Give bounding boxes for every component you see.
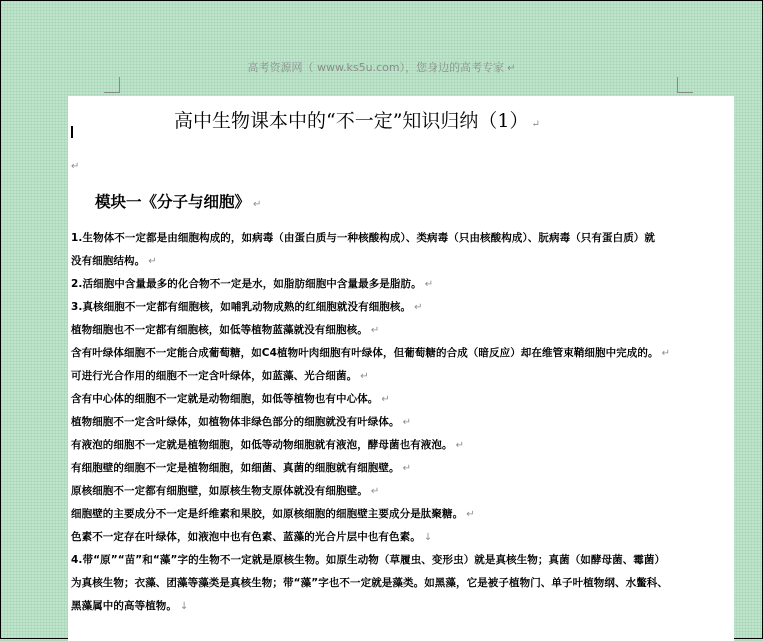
document-title: 高中生物课本中的“不一定”知识归纳（1） xyxy=(174,110,529,132)
document-line xyxy=(71,503,734,526)
document-line xyxy=(71,296,734,319)
document-page[interactable] xyxy=(68,96,734,641)
line-text: 4.带“原”“苗”和“藻”字的生物不一定就是原核生物。如原生动物（草履虫、变形虫）就是真核生物；真菌（如酵母菌、霉菌） xyxy=(71,554,666,566)
line-break-mark-icon: ↓ xyxy=(180,601,189,612)
line-text: 有液泡的细胞不一定就是植物细胞，如低等动物细胞就有液泡，酵母菌也有液泡。 xyxy=(71,439,453,451)
line-text: 为真核生物；衣藻、团藻等藻类是真核生物；带“藻”字也不一定就是藻类。如黑藻，它是被子植物门、单子叶植物纲、水鳖科、 xyxy=(71,577,668,589)
header-text-line xyxy=(0,59,763,75)
document-line xyxy=(71,342,734,365)
document-line xyxy=(71,434,734,457)
line-text: 色素不一定存在叶绿体，如液泡中也有色素、蓝藻的光合片层中也有色素。 xyxy=(71,531,421,543)
paragraph-mark-icon: ↵ xyxy=(661,348,671,359)
document-line xyxy=(71,250,734,273)
document-line xyxy=(71,480,734,503)
document-line xyxy=(71,595,734,618)
line-text: 含有叶绿体细胞不一定能合成葡萄糖，如C4植物叶肉细胞有叶绿体，但葡萄糖的合成（暗反应）却在维管束鞘细胞中完成的。 xyxy=(71,347,659,359)
empty-paragraph xyxy=(71,154,79,173)
document-line xyxy=(71,572,734,595)
document-line xyxy=(71,549,734,572)
line-text: 含有中心体的细胞不一定就是动物细胞，如低等植物也有中心体。 xyxy=(71,393,379,405)
paragraph-mark-icon: ↵ xyxy=(531,119,540,130)
paragraph-mark-icon: ↵ xyxy=(253,199,262,210)
paragraph-mark-icon: ↵ xyxy=(381,394,390,405)
section-heading-line xyxy=(95,190,261,212)
document-line xyxy=(71,365,734,388)
paragraph-mark-icon: ↵ xyxy=(466,509,475,520)
paragraph-mark-icon: ↵ xyxy=(370,486,380,497)
document-line xyxy=(71,411,734,434)
paragraph-mark-icon: ↵ xyxy=(360,371,369,382)
document-line xyxy=(71,227,734,250)
document-line xyxy=(71,388,734,411)
document-line xyxy=(71,319,734,342)
crop-mark-right-icon xyxy=(677,77,693,93)
line-text: 有细胞壁的细胞不一定是植物细胞，如细菌、真菌的细胞就有细胞壁。 xyxy=(71,462,400,474)
line-text: 1.生物体不一定都是由细胞构成的，如病毒（由蛋白质与一种核酸构成）、类病毒（只由核酸构成）、朊病毒（只有蛋白质）就 xyxy=(71,232,655,244)
page-header xyxy=(0,0,763,95)
line-text: 没有细胞结构。 xyxy=(71,255,146,267)
document-body xyxy=(71,227,734,618)
paragraph-mark-icon: ↵ xyxy=(424,279,434,290)
line-text: 植物细胞也不一定都有细胞核，如低等植物蓝藻就没有细胞核。 xyxy=(71,324,368,336)
crop-mark-left-icon xyxy=(104,77,120,93)
section-heading: 模块一《分子与细胞》 xyxy=(95,193,251,211)
line-text: 细胞壁的主要成分不一定是纤维素和果胶，如原核细胞的细胞壁主要成分是肽聚糖。 xyxy=(71,508,464,520)
line-text: 黑藻属中的高等植物。 xyxy=(71,600,177,612)
document-line xyxy=(71,273,734,296)
line-text: 原核细胞不一定都有细胞壁，如原核生物支原体就没有细胞壁。 xyxy=(71,485,368,497)
line-text: 植物细胞不一定含叶绿体，如植物体非绿色部分的细胞就没有叶绿体。 xyxy=(71,416,400,428)
document-title-line xyxy=(174,106,540,133)
header-text: 高考资源网（ www.ks5u.com），您身边的高考专家 xyxy=(247,61,505,74)
document-line xyxy=(71,457,734,480)
text-cursor xyxy=(71,126,73,138)
paragraph-mark-icon: ↵ xyxy=(455,440,465,451)
line-text: 3.真核细胞不一定都有细胞核，如哺乳动物成熟的红细胞就没有细胞核。 xyxy=(71,301,412,313)
paragraph-mark-icon: ↵ xyxy=(402,463,412,474)
paragraph-mark-icon: ↵ xyxy=(507,63,516,74)
paragraph-mark-icon: ↵ xyxy=(370,325,380,336)
line-break-mark-icon: ↓ xyxy=(423,532,433,543)
paragraph-mark-icon: ↵ xyxy=(148,256,157,267)
line-text: 2.活细胞中含量最多的化合物不一定是水，如脂肪细胞中含量最多是脂肪。 xyxy=(71,278,422,290)
paragraph-mark-icon: ↵ xyxy=(402,417,412,428)
paragraph-mark-icon: ↵ xyxy=(414,302,423,313)
document-line xyxy=(71,526,734,549)
line-text: 可进行光合作用的细胞不一定含叶绿体，如蓝藻、光合细菌。 xyxy=(71,370,358,382)
paragraph-mark-icon: ↵ xyxy=(71,161,80,172)
